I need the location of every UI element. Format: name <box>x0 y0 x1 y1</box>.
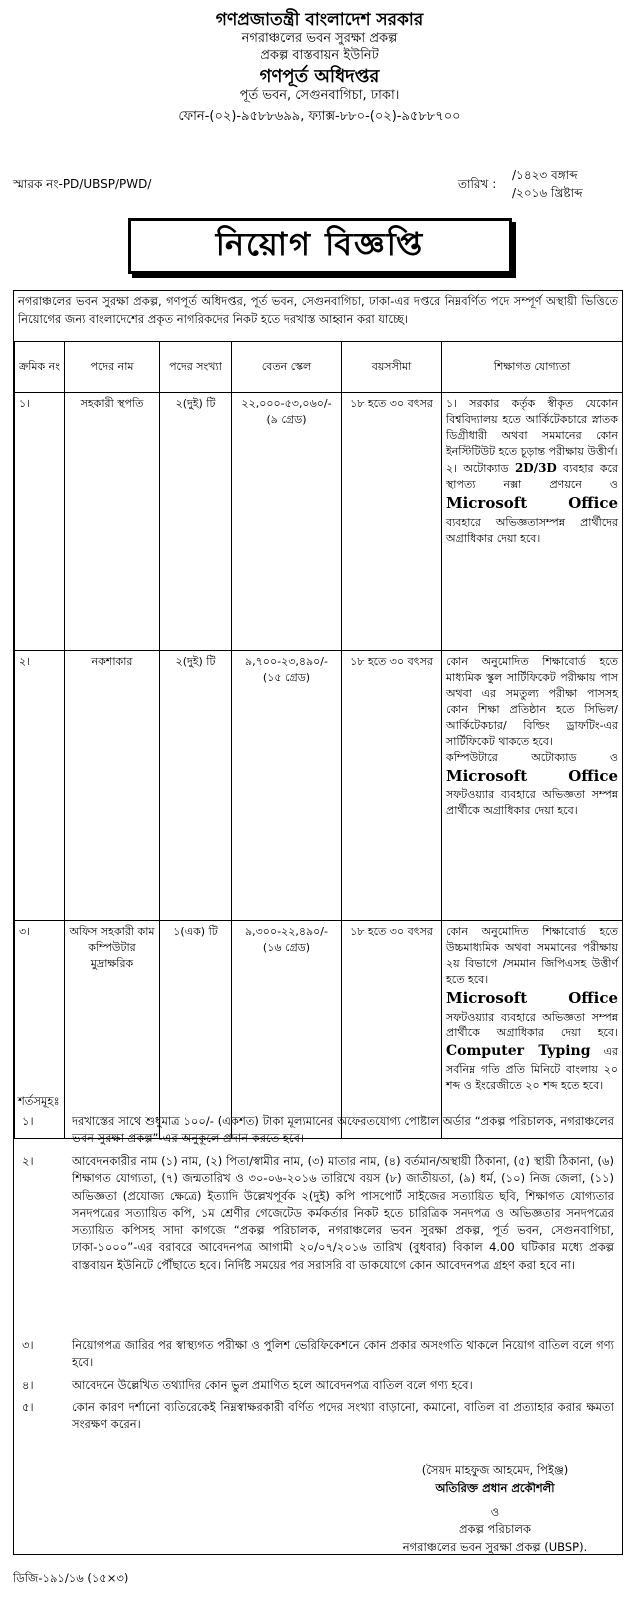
condition-item <box>14 1399 620 1434</box>
table-row <box>15 651 623 921</box>
row-qualification <box>442 921 623 1139</box>
header-age: বয়সসীমা <box>342 342 442 393</box>
qualification-software: Microsoft Office <box>446 494 618 513</box>
row-serial: ১। <box>15 393 65 651</box>
condition-item <box>14 1113 620 1148</box>
qualification-part: ব্যবহারে অভিজ্ঞতাসম্পন্ন প্রার্থীদের অগ্রাধিকার দেয়া হবে। <box>446 515 618 545</box>
row-serial: ৩। <box>15 921 65 1139</box>
date-english: /২০১৬ খ্রিষ্টাব্দ <box>512 186 583 200</box>
department-name: গণপূর্ত অধিদপ্তর <box>259 65 380 87</box>
qualification-part: সফটওয়্যার ব্যবহারে অভিজ্ঞতা সম্পন্ন প্রার্থীকে অগ্রাধিকার দেয়া হবে। <box>446 1010 618 1040</box>
title-banner <box>128 218 512 274</box>
condition-number: ১। <box>22 1114 34 1128</box>
condition-item <box>14 1377 620 1394</box>
letterhead <box>0 10 639 125</box>
signatory-role: প্রকল্প পরিচালক <box>458 1522 532 1537</box>
header-count: পদের সংখ্যা <box>160 342 232 393</box>
header-serial: ক্রমিক নং <box>15 342 65 393</box>
notice-body <box>13 290 623 1555</box>
row-age: ১৮ হতে ৩০ বৎসর <box>342 393 442 651</box>
memo-number: স্মারক নং-PD/UBSP/PWD/ <box>13 177 152 191</box>
row-serial: ২। <box>15 651 65 921</box>
qualification-part: কম্পিউটারে অটোক্যাড ও <box>446 750 618 764</box>
qualification-text: কোন অনুমোদিত শিক্ষাবোর্ড হতে মাধ্যমিক স্কুল সার্টিফিকেট পরীক্ষায় পাস অথবা এর সমতুল্য পরীক্ষা পাসসহ কোন শিক্ষা প্রতিষ্ঠান হতে সিভিল/আর্কিটেকচার/ বিল্ডিং ড্রাফটিং-এর সার্টিফিকেট থাকতে হবে। <box>446 655 618 748</box>
qualification-part: এর সর্বনিম্ন গতি প্রতি মিনিটে বাংলায় ২০ শব্দ ও ইংরেজীতে ২০ শব্দ হতে হবে। <box>446 1045 618 1092</box>
row-age: ১৮ হতে ৩০ বৎসর <box>342 651 442 921</box>
row-post: সহকারী স্থপতি <box>65 393 160 651</box>
row-qualification <box>442 651 623 921</box>
table-row <box>15 921 623 1139</box>
row-scale: ২২,০০০-৫৩,০৬০/-(৯ গ্রেড) <box>232 393 342 651</box>
notice-title: নিয়োগ বিজ্ঞপ্তি <box>215 225 425 263</box>
condition-number: ২। <box>22 1154 34 1168</box>
table-row <box>15 393 623 651</box>
publication-code: ডিজি-১৯১/১৬ (১৫×৩) <box>13 1571 129 1585</box>
phone-fax: ফোন-(০২)-৯৫৮৮৬৯৯, ফ্যাক্স-৮৮০-(০২)-৯৫৮৮৭০০ <box>178 108 461 124</box>
qualification-software: Microsoft Office <box>446 766 618 785</box>
signatory-and: ও <box>490 1504 500 1519</box>
condition-item <box>14 1337 620 1372</box>
qualification-text: ১। সরকার কর্তৃক স্বীকৃত যেকোন বিশ্ববিদ্যালয় হতে আর্কিটেকচারে স্নাতক ডিগ্রীধারী অথবা সমমানের কোন ইনস্টিটিউট হতে চূড়ান্ত পরীক্ষায় উত্তীর্ণ। <box>446 397 618 458</box>
condition-text: আবেদনে উল্লেখিত তথ্যাদির কোন ভুল প্রমাণিত হলে আবেদনপত্র বাতিল বলে গণ্য হবে। <box>72 1378 473 1392</box>
header-qualification: শিক্ষাগত যোগ্যতা <box>442 342 623 393</box>
condition-number: ৪। <box>22 1378 34 1392</box>
qualification-software: 2D/3D <box>514 460 557 475</box>
address: পূর্ত ভবন, সেগুনবাগিচা, ঢাকা। <box>239 88 400 104</box>
condition-text: দরখাস্তের সাথে শুধুমাত্র ১০০/- (একশত) টাকা মূল্যমানের অফেরতযোগ্য পোষ্টাল অর্ডার “প্রকল্প পরিচালক, নগরাঞ্চলের ভবন সুরক্ষা প্রকল্প”-এর অনুকূলে প্রদান করতে হবে। <box>72 1114 614 1146</box>
qualification-preference <box>446 460 618 547</box>
qualification-typing: Computer Typing <box>446 1043 591 1060</box>
date-bengali: /১৪২৩ বঙ্গাব্দ <box>512 168 578 182</box>
date-block <box>512 166 583 202</box>
project-name: নগরাঞ্চলের ভবন সুরক্ষা প্রকল্প <box>241 31 398 47</box>
signatory-name: (সৈয়দ মাহফুজ আহমেদ, পিইঞ্জ) <box>421 1463 569 1477</box>
qualification-part: ২। অটোক্যাড <box>446 461 509 475</box>
header-scale: বেতন স্কেল <box>232 342 342 393</box>
qualification-software: Microsoft Office <box>446 988 618 1007</box>
condition-item <box>14 1153 620 1274</box>
date-label: তারিখ : <box>458 177 497 191</box>
condition-number: ৩। <box>22 1338 34 1352</box>
row-post: নকশাকার <box>65 651 160 921</box>
conditions-title: শর্তসমূহঃ <box>18 1094 60 1108</box>
qualification-text: কোন অনুমোদিত শিক্ষাবোর্ড হতে উচ্চমাধ্যমিক অথবা সমমানের পরীক্ষায় ২য় বিভাগে /সমমান জিপিএসহ উত্তীর্ণ হতে হবে। <box>446 925 618 986</box>
row-age: ১৮ হতে ৩০ বৎসর <box>342 921 442 1139</box>
condition-text: আবেদনকারীর নাম (১) নাম, (২) পিতা/স্বামীর নাম, (৩) মাতার নাম, (৪) বর্তমান/অস্থায়ী ঠিকানা, (৫) স্থায়ী ঠিকানা, (৬) শিক্ষাগত যোগ্যতা, (৭) জন্মতারিখ ও ৩০-০৬-২০১৬ তারিখে বয়স (৮) জাতীয়তা, (৯) ধর্ম, (১০) নিজ জেলা, (১১) অভিজ্ঞতা (প্রযোজ্য ক্ষেত্রে) ইত্যাদি উল্লেখপূর্বক ২(দুই) কপি পাসপোর্ট সাইজের সত্যায়িত ছবি, শিক্ষাগত যোগ্যতার সনদপত্রের সত্যায়িত কপি, ১ম শ্রেণীর গেজেটেড কর্মকর্তার নিকট হতে চারিত্রিক সনদপত্র ও অভিজ্ঞতার সনদপত্রের সত্যায়িত কপিসহ সাদা কাগজে “প্রকল্প পরিচালক, নগরাঞ্চলের ভবন সুরক্ষা প্রকল্প, পূর্ত ভবন, সেগুনবাগিচা, ঢাকা-১০০০”-এর বরাবরে আবেদনপত্র আগামী ২০/০৭/২০১৬ তারিখ (বুধবার) বিকাল 4.00 ঘটিকার মধ্যে প্রকল্প বাস্তবায়ন ইউনিটে পৌঁছাতে হবে। নির্দিষ্ট সময়ের পর সরাসরি বা ডাকযোগে কোন আবেদনপত্র গ্রহণ করা হবে না। <box>72 1154 614 1272</box>
row-post: অফিস সহকারী কাম কম্পিউটার মুদ্রাক্ষরিক <box>65 921 160 1139</box>
condition-text: কোন কারণ দর্শানো ব্যতিরেকেই নিম্নস্বাক্ষরকারী বর্ণিত পদের সংখ্যা বাড়ানো, কমানো, বাতিল বা প্রত্যাহার করার ক্ষমতা সংরক্ষণ করেন। <box>72 1400 614 1432</box>
table-header-row <box>15 342 623 393</box>
unit-name: প্রকল্প বাস্তবায়ন ইউনিট <box>260 47 379 63</box>
header-post: পদের নাম <box>65 342 160 393</box>
positions-table <box>14 341 623 1139</box>
condition-number: ৫। <box>22 1400 34 1414</box>
row-scale: ৯,৭০০-২৩,৪৯০/-(১৫ গ্রেড) <box>232 651 342 921</box>
signatory-project: নগরাঞ্চলের ভবন সুরক্ষা প্রকল্প (UBSP). <box>402 1540 588 1555</box>
row-qualification <box>442 393 623 651</box>
row-count: ২(দুই) টি <box>160 393 232 651</box>
qualification-part: সফটওয়্যার ব্যবহারে অভিজ্ঞতা সম্পন্ন প্রার্থীকে অগ্রাধিকার দেয়া হবে। <box>446 788 618 818</box>
qualification-preference <box>446 750 618 820</box>
signatory-designation: অতিরিক্ত প্রধান প্রকৌশলী <box>435 1480 555 1495</box>
condition-text: নিয়োগপত্র জারির পর স্বাস্থ্যগত পরীক্ষা ও পুলিশ ভেরিফিকেশনে কোন প্রকার অসংগতি থাকলে নিয়োগ বাতিল বলে গণ্য হবে। <box>72 1338 614 1370</box>
qualification-part: ব্যবহার করে স্থাপত্য নক্সা প্রণয়নে ও <box>446 461 619 492</box>
row-count: ১(এক) টি <box>160 921 232 1139</box>
qualification-preference <box>446 988 618 1094</box>
signature-block <box>370 1462 620 1557</box>
row-scale: ৯,৩০০-২২,৪৯০/-(১৬ গ্রেড) <box>232 921 342 1139</box>
govt-name: গণপ্রজাতন্ত্রী বাংলাদেশ সরকার <box>215 10 424 30</box>
row-count: ২(দুই) টি <box>160 651 232 921</box>
intro-paragraph: নগরাঞ্চলের ভবন সুরক্ষা প্রকল্প, গণপূর্ত অধিদপ্তর, পূর্ত ভবন, সেগুনবাগিচা, ঢাকা-এর দপ্তরে নিম্নবর্ণিত পদে সম্পূর্ণ অস্থায়ী ভিত্তিতে নিয়োগের জন্য বাংলাদেশের প্রকৃত নাগরিকদের নিকট হতে দরখাস্ত আহ্বান করা যাচ্ছে। <box>18 294 618 326</box>
